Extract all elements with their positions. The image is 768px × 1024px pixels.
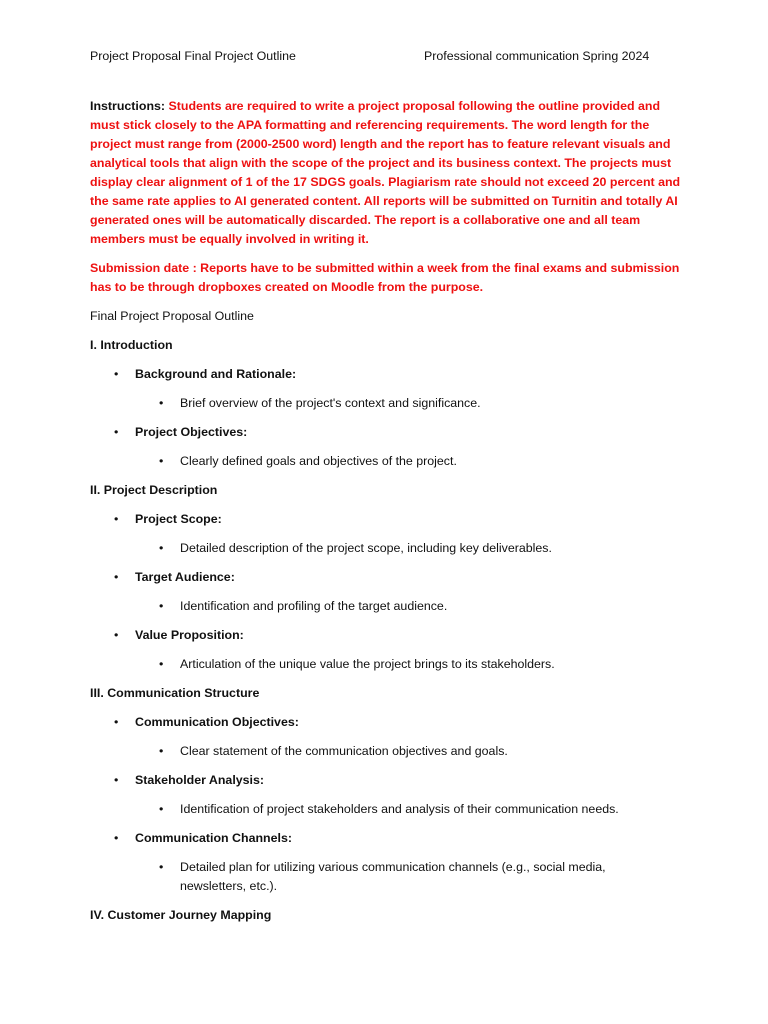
bullet-icon: • [114,715,119,729]
outline-subitem [90,452,690,471]
outline-item-label: Communication Channels: [135,831,292,845]
outline-item [90,626,690,645]
outline-subitem [90,655,690,674]
outline-item [90,771,690,790]
submission-paragraph: Submission date : Reports have to be submitted within a week from the final exams and submission has to be through dropboxes created on Moodle from the purpose. [90,261,680,294]
outline-item [90,365,690,384]
document-body [90,97,690,935]
outline-item-label: Communication Objectives: [135,715,299,729]
outline-sections [90,336,690,925]
outline-subitem-text: Detailed plan for utilizing various communication channels (e.g., social media, newsletters, etc.). [180,860,606,893]
bullet-icon: • [114,512,119,526]
bullet-icon: • [114,831,119,845]
bullet-icon: • [159,860,164,874]
outline-subitem [90,597,690,616]
outline-subitem [90,394,690,413]
page-header [90,47,678,66]
outline-item-label: Target Audience: [135,570,235,584]
instructions-label: Instructions: [90,99,166,113]
outline-subitem [90,539,690,558]
bullet-icon: • [159,802,164,816]
outline-subitem-text: Clear statement of the communication objectives and goals. [180,744,508,758]
section-heading: I. Introduction [90,338,173,352]
bullet-icon: • [114,628,119,642]
outline-item [90,829,690,848]
bullet-icon: • [159,396,164,410]
outline-item-label: Value Proposition: [135,628,244,642]
outline-item-label: Project Scope: [135,512,222,526]
outline-subitem-text: Identification and profiling of the target audience. [180,599,448,613]
outline-title: Final Project Proposal Outline [90,309,254,323]
header-title: Project Proposal Final Project Outline [90,49,296,63]
bullet-icon: • [159,599,164,613]
outline-subitem [90,858,690,896]
section-heading: IV. Customer Journey Mapping [90,908,272,922]
bullet-icon: • [114,773,119,787]
outline-item [90,510,690,529]
outline-item [90,713,690,732]
outline-item-label: Stakeholder Analysis: [135,773,265,787]
outline-subitem [90,742,690,761]
bullet-icon: • [114,425,119,439]
instructions-paragraph [90,97,690,249]
header-course: Professional communication Spring 2024 [424,49,650,63]
outline-subitem-text: Detailed description of the project scope, including key deliverables. [180,541,552,555]
section-heading: III. Communication Structure [90,686,260,700]
bullet-icon: • [159,744,164,758]
outline-subitem-text: Identification of project stakeholders and analysis of their communication needs. [180,802,619,816]
outline-item-label: Background and Rationale: [135,367,297,381]
outline-subitem-text: Brief overview of the project's context and significance. [180,396,481,410]
outline-subitem-text: Articulation of the unique value the project brings to its stakeholders. [180,657,555,671]
section-heading: II. Project Description [90,483,218,497]
bullet-icon: • [114,367,119,381]
outline-subitem-text: Clearly defined goals and objectives of the project. [180,454,457,468]
outline-item-label: Project Objectives: [135,425,248,439]
outline-item [90,568,690,587]
bullet-icon: • [114,570,119,584]
outline-subitem [90,800,690,819]
bullet-icon: • [159,454,164,468]
outline-item [90,423,690,442]
bullet-icon: • [159,657,164,671]
bullet-icon: • [159,541,164,555]
instructions-text: Students are required to write a project proposal following the outline provided and must stick closely to the APA formatting and referencing requirements. The word length for the project must range from (2000-2500 word) length and the report has to feature relevant visuals and analytical tools that align with the scope of the project and its business context. The projects must display clear alignment of 1 of the 17 SDGS goals. Plagiarism rate should not exceed 20 percent and the same rate applies to AI generated content. All reports will be submitted on Turnitin and totally AI generated ones will be automatically discarded. The report is a collaborative one and all team members must be equally involved in writing it. [90,99,681,246]
